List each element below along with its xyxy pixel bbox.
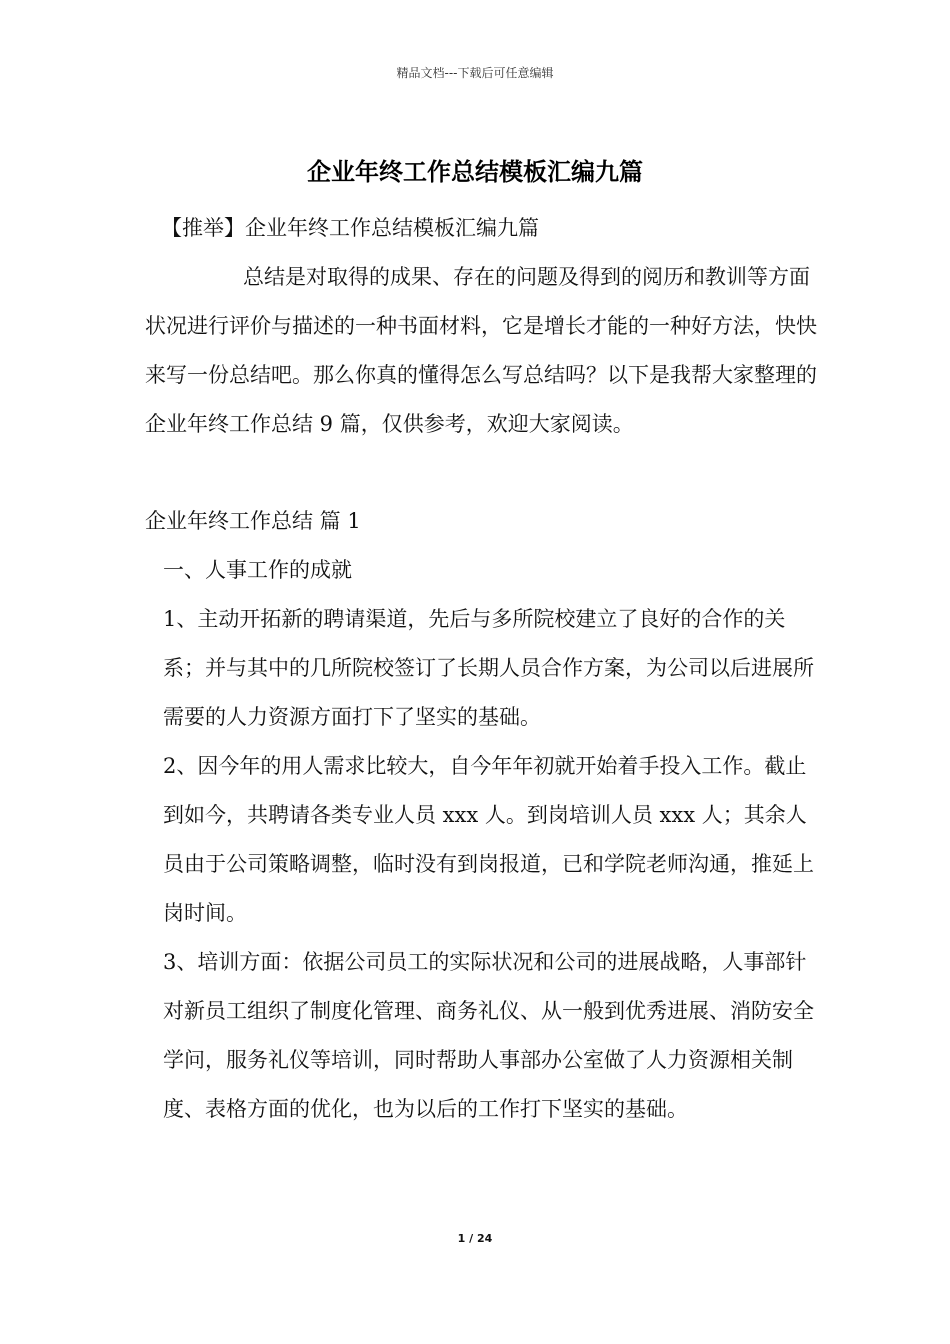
paragraph-2: 2、因今年的用人需求比较大，自今年年初就开始着手投入工作。截止到如今，共聘请各类专业人员 xxx 人。到岗培训人员 xxx 人；其余人员由于公司策略调整，临时没有到岗报道，已和学院老师沟通，推延上岗时间。 [163,754,814,925]
header-note: 精品文档---下载后可任意编辑 [396,66,554,80]
subheading: 一、人事工作的成就 [163,558,352,582]
document-body [145,204,825,1134]
document-title: 企业年终工作总结模板汇编九篇 [307,158,643,186]
spacer [145,449,825,497]
intro-paragraph: 总结是对取得的成果、存在的问题及得到的阅历和教训等方面状况进行评价与描述的一种书面材料，它是增长才能的一种好方法，快快来写一份总结吧。那么你真的懂得怎么写总结吗？以下是我帮大家整理的企业年终工作总结 9 篇，仅供参考，欢迎大家阅读。 [145,265,817,436]
paragraph-3: 3、培训方面：依据公司员工的实际状况和公司的进展战略，人事部针对新员工组织了制度化管理、商务礼仪、从一般到优秀进展、消防安全学问，服务礼仪等培训，同时帮助人事部办公室做了人力资源相关制度、表格方面的优化，也为以后的工作打下坚实的基础。 [163,950,814,1121]
paragraph-1: 1、主动开拓新的聘请渠道，先后与多所院校建立了良好的合作的关系；并与其中的几所院校签订了长期人员合作方案，为公司以后进展所需要的人力资源方面打下了坚实的基础。 [163,607,814,729]
page-number: 1 / 24 [457,1232,493,1245]
recommend-line: 【推举】企业年终工作总结模板汇编九篇 [161,216,539,240]
section-title: 企业年终工作总结 篇 1 [145,509,361,533]
